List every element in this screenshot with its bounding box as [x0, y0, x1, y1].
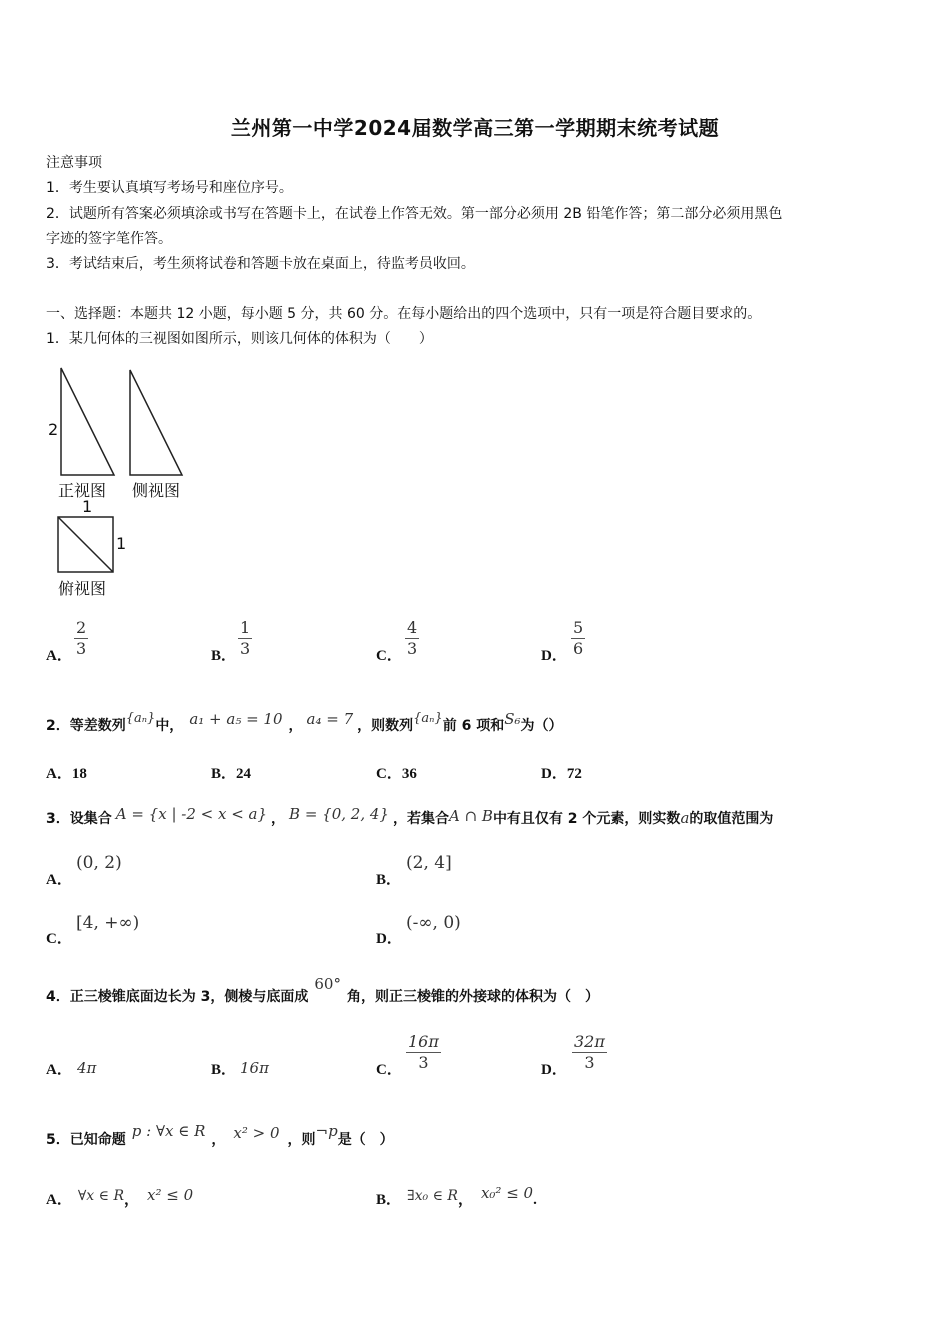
dim-top-height: 1 [116, 534, 127, 553]
notice-item-1: 1．考生要认真填写考场号和座位序号。 [46, 180, 293, 196]
q4-option-b-value: 16π [240, 1059, 269, 1077]
q1-option-b-value: $\frac{1}{3}$ [240, 618, 251, 658]
q1-option-b-label: B． [211, 648, 237, 664]
front-view-triangle [61, 368, 114, 475]
q2-option-c: C．36 [376, 766, 417, 782]
q3-option-d-label: D． [376, 931, 402, 947]
q4-option-d-label: D． [541, 1062, 567, 1078]
q5-option-a: A． ∀x ∈ R， x² ≤ 0 [46, 1186, 194, 1208]
notice-item-2a: 2．试题所有答案必须填涂或书写在答题卡上，在试卷上作答无效。第一部分必须用 2B 铅笔作答；第二部分必须用黑色 [46, 206, 783, 222]
q2-stem: 2．等差数列{aₙ}中， a₁ + a₅ = 10 ， a₄ = 7 ，则数列{aₙ}前 6 项和S₆为（） [46, 710, 563, 734]
q5-option-b: B． ∃x₀ ∈ R， x₀² ≤ 0. [376, 1184, 537, 1208]
q3-option-a-value: (0, 2) [76, 853, 122, 873]
q4-option-c-label: C． [376, 1062, 402, 1078]
label-front-view: 正视图 [58, 481, 107, 500]
q4-option-a-label: A． [46, 1062, 72, 1078]
top-view-diagonal [58, 517, 113, 572]
side-view-triangle [130, 370, 182, 475]
q3-option-b-label: B． [376, 872, 402, 888]
q5-stem: 5．已知命题 p : ∀x ∈ R ， x² > 0 ，则¬p是（ ） [46, 1122, 394, 1148]
q1-option-d-label: D． [541, 648, 567, 664]
q3-option-b-value: (2, 4] [406, 853, 452, 873]
q3-option-a-label: A． [46, 872, 72, 888]
q4-option-a-value: 4π [77, 1059, 97, 1077]
label-side-view: 侧视图 [132, 481, 181, 500]
q1-option-c-label: C． [376, 648, 402, 664]
page-title: 兰州第一中学2024届数学高三第一学期期末统考试题 [230, 116, 720, 140]
label-top-view: 俯视图 [58, 579, 107, 598]
notice-heading: 注意事项 [46, 155, 102, 171]
q1-option-a-value: $\frac{2}{3}$ [76, 618, 87, 658]
q3-option-d-value: (-∞, 0) [406, 913, 461, 933]
section-heading: 一、选择题：本题共 12 小题，每小题 5 分，共 60 分。在每小题给出的四个选项中，只有一项是符合题目要求的。 [46, 306, 762, 322]
q1-option-d-value: $\frac{5}{6}$ [573, 618, 584, 658]
notice-item-3: 3．考试结束后，考生须将试卷和答题卡放在桌面上，待监考员收回。 [46, 256, 475, 272]
dim-height: 2 [48, 420, 59, 439]
q1-stem: 1．某几何体的三视图如图所示，则该几何体的体积为（ ） [46, 331, 433, 347]
q1-option-a-label: A． [46, 648, 72, 664]
q2-option-a: A．18 [46, 766, 87, 782]
q1-option-c-value: $\frac{4}{3}$ [407, 618, 418, 658]
q2-option-b: B．24 [211, 766, 252, 782]
q2-option-d: D．72 [541, 766, 582, 782]
q4-option-c-value: $\frac{16\pi}{3}$ [408, 1032, 439, 1072]
q4-option-d-value: $\frac{32\pi}{3}$ [574, 1032, 605, 1072]
q3-option-c-label: C． [46, 931, 72, 947]
q3-option-c-value: [4, +∞) [76, 913, 140, 933]
q4-option-b-label: B． [211, 1062, 237, 1078]
notice-item-2b: 字迹的签字笔作答。 [46, 231, 172, 247]
q3-stem: 3．设集合 A = {x | -2 < x < a} ， B = {0, 2, 4} ，若集合A ∩ B中有且仅有 2 个元素，则实数a的取值范围为 [46, 805, 774, 827]
q4-stem: 4．正三棱锥底面边长为 3，侧棱与底面成60°角，则正三棱锥的外接球的体积为（ ） [46, 975, 599, 1005]
dim-top-width: 1 [82, 497, 93, 516]
